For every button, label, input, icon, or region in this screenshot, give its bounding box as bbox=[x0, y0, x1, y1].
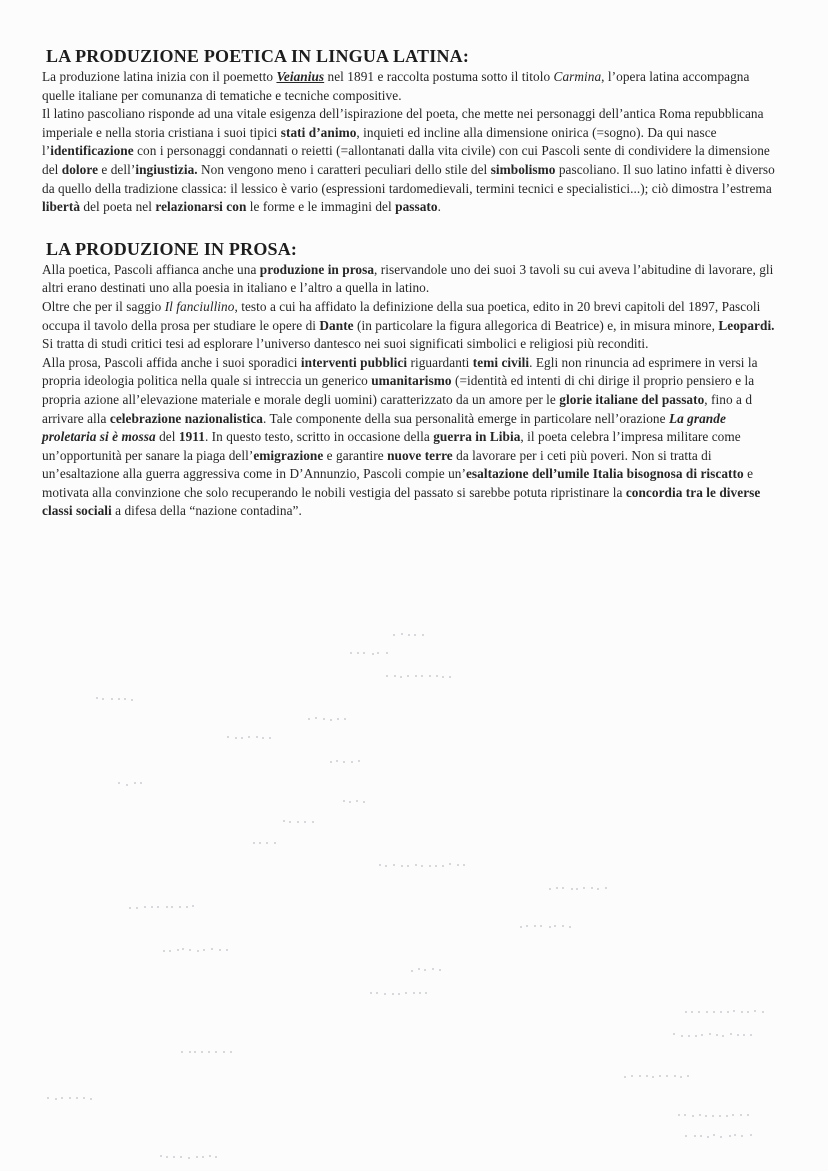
texture-dot bbox=[235, 737, 237, 739]
texture-dot bbox=[350, 652, 352, 654]
text-run: libertà bbox=[42, 199, 81, 215]
texture-dot bbox=[386, 675, 388, 677]
text-run: Il latino pascoliano risponde ad una vitale esigenza dell’ispirazione del poeta, che mette nei personaggi dell’antica Roma repubblicana imperiale e nella storia cristiana i suoi tipici bbox=[42, 106, 764, 140]
texture-dot bbox=[762, 1011, 764, 1013]
texture-dot bbox=[370, 992, 372, 994]
texture-dot bbox=[549, 926, 551, 928]
texture-dot bbox=[639, 1075, 641, 1077]
texture-dot bbox=[540, 925, 542, 927]
text-run: identificazione bbox=[50, 143, 134, 159]
texture-dot bbox=[363, 801, 365, 803]
texture-dot bbox=[163, 950, 165, 952]
texture-dot bbox=[356, 800, 358, 802]
texture-dot bbox=[692, 1115, 694, 1117]
texture-dot bbox=[136, 907, 138, 909]
texture-dot bbox=[126, 784, 128, 786]
texture-dot bbox=[386, 652, 388, 654]
texture-dot bbox=[436, 675, 438, 677]
text-run: (=identità ed intenti di chi dirige il proprio pensiero e la propria azione all’elevazione materiale e morale degli uomini) caratterizzato da un amore per le bbox=[42, 373, 755, 407]
texture-dot bbox=[722, 1035, 724, 1037]
texture-dot bbox=[747, 1011, 749, 1013]
text-run: Veianius bbox=[276, 69, 325, 84]
texture-dot bbox=[336, 760, 338, 762]
texture-dot bbox=[556, 887, 558, 889]
texture-dot bbox=[312, 821, 314, 823]
text-run: Leopardi. bbox=[718, 317, 775, 333]
texture-dot bbox=[351, 761, 353, 763]
texture-dot bbox=[256, 736, 258, 738]
texture-dot bbox=[698, 1011, 700, 1013]
texture-dot bbox=[266, 842, 268, 844]
texture-dot bbox=[424, 969, 426, 971]
texture-dot bbox=[315, 717, 317, 719]
texture-dot bbox=[583, 887, 585, 889]
texture-dot bbox=[208, 1051, 210, 1053]
texture-dot bbox=[576, 888, 578, 890]
texture-dot bbox=[96, 697, 98, 699]
paragraph bbox=[42, 354, 782, 521]
text-run: , testo a cui ha affidato la definizione della sua poetica, edito in 20 brevi capitoli del 1897, Pascoli occupa il tavolo della prosa per studiare le opere di bbox=[42, 298, 761, 333]
texture-dot bbox=[283, 820, 285, 822]
text-run: Si tratta di studi critici tesi ad esplorare l’universo dantesco nei suoi significati simbolici e religiosi più reconditi. bbox=[42, 336, 649, 352]
text-run: a difesa della “nazione contadina”. bbox=[111, 503, 302, 519]
texture-dot bbox=[83, 1097, 85, 1099]
texture-dot bbox=[358, 760, 360, 762]
texture-dot bbox=[705, 1115, 707, 1117]
texture-dot bbox=[720, 1011, 722, 1013]
texture-dot bbox=[674, 1075, 676, 1077]
paragraph bbox=[42, 105, 782, 217]
texture-dot bbox=[681, 1035, 683, 1037]
texture-dot bbox=[719, 1115, 721, 1117]
text-run: . Egli non rinuncia ad esprimere in versi la propria ideologia politica nella quale si intreccia un generico bbox=[42, 354, 758, 389]
texture-dot bbox=[571, 888, 573, 890]
texture-dot bbox=[189, 1051, 191, 1053]
texture-dot bbox=[741, 1135, 743, 1137]
texture-dot bbox=[463, 864, 465, 866]
texture-dot bbox=[414, 634, 416, 636]
texture-dot bbox=[384, 993, 386, 995]
texture-dot bbox=[203, 949, 205, 951]
text-run: , l’opera latina accompagna quelle italiane per comunanza di tematiche e tecniche compositive. bbox=[42, 69, 750, 103]
texture-dot bbox=[166, 906, 168, 908]
texture-dot bbox=[393, 864, 395, 866]
text-run: umanitarismo bbox=[371, 373, 452, 389]
texture-dot bbox=[179, 906, 181, 908]
text-run: celebrazione nazionalistica bbox=[109, 410, 264, 426]
text-run: Alla prosa, Pascoli affida anche i suoi sporadici bbox=[42, 354, 301, 370]
texture-dot bbox=[215, 1051, 217, 1053]
texture-dot bbox=[562, 887, 564, 889]
texture-dot bbox=[297, 821, 299, 823]
texture-dot bbox=[733, 1010, 735, 1012]
texture-dot bbox=[743, 1034, 745, 1036]
texture-dot bbox=[177, 949, 179, 951]
texture-dot bbox=[194, 1051, 196, 1053]
text-run: le forme e le immagini del bbox=[246, 199, 396, 215]
texture-dot bbox=[729, 1135, 731, 1137]
text-run: Dante bbox=[319, 317, 354, 333]
texture-dot bbox=[413, 992, 415, 994]
texture-dot bbox=[223, 1051, 225, 1053]
texture-dot bbox=[385, 865, 387, 867]
texture-dot bbox=[624, 1076, 626, 1078]
texture-dot bbox=[429, 865, 431, 867]
texture-dot bbox=[124, 698, 126, 700]
texture-dot bbox=[401, 865, 403, 867]
texture-dot bbox=[90, 1098, 92, 1100]
texture-dot bbox=[415, 864, 417, 866]
texture-dot bbox=[442, 865, 444, 867]
text-run: e dell’ bbox=[98, 161, 136, 177]
texture-dot bbox=[597, 888, 599, 890]
text-run: produzione in prosa bbox=[259, 261, 375, 277]
texture-dot bbox=[716, 1034, 718, 1036]
texture-dot bbox=[526, 925, 528, 927]
texture-dot bbox=[102, 698, 104, 700]
texture-dot bbox=[435, 865, 437, 867]
texture-dot bbox=[151, 906, 153, 908]
texture-dot bbox=[129, 907, 131, 909]
texture-dot bbox=[457, 864, 459, 866]
texture-dot bbox=[701, 1034, 703, 1036]
texture-dot bbox=[343, 800, 345, 802]
texture-dot bbox=[181, 1051, 183, 1053]
text-run: dolore bbox=[61, 161, 99, 177]
texture-dot bbox=[449, 863, 451, 865]
texture-dot bbox=[379, 864, 381, 866]
texture-dot bbox=[227, 736, 229, 738]
texture-dot bbox=[55, 1098, 57, 1100]
texture-dot bbox=[330, 761, 332, 763]
texture-dot bbox=[425, 992, 427, 994]
texture-dot bbox=[695, 1035, 697, 1037]
text-run: relazionarsi con bbox=[155, 199, 247, 215]
texture-dot bbox=[713, 1134, 715, 1136]
texture-dot bbox=[652, 1076, 654, 1078]
texture-dot bbox=[631, 1075, 633, 1077]
texture-dot bbox=[421, 675, 423, 677]
texture-dot bbox=[415, 675, 417, 677]
texture-dot bbox=[699, 1114, 701, 1116]
document-body bbox=[42, 46, 782, 543]
texture-dot bbox=[230, 1051, 232, 1053]
paper-texture bbox=[0, 620, 828, 1171]
text-run: , inquieti ed incline alla dimensione onirica (=sogno). Da qui nasce l’ bbox=[42, 124, 717, 159]
texture-dot bbox=[171, 906, 173, 908]
texture-dot bbox=[408, 634, 410, 636]
texture-dot bbox=[407, 865, 409, 867]
texture-dot bbox=[694, 1135, 696, 1137]
texture-dot bbox=[398, 993, 400, 995]
texture-dot bbox=[707, 1136, 709, 1138]
texture-dot bbox=[226, 949, 228, 951]
texture-dot bbox=[754, 1010, 756, 1012]
texture-dot bbox=[201, 1051, 203, 1053]
text-run: esaltazione dell’umile Italia bisognosa di riscatto bbox=[465, 466, 744, 482]
texture-dot bbox=[750, 1034, 752, 1036]
texture-dot bbox=[706, 1011, 708, 1013]
texture-dot bbox=[605, 887, 607, 889]
texture-dot bbox=[377, 652, 379, 654]
texture-dot bbox=[182, 948, 184, 950]
texture-dot bbox=[737, 1034, 739, 1036]
texture-dot bbox=[189, 949, 191, 951]
paragraph bbox=[42, 298, 782, 354]
text-run: interventi pubblici bbox=[300, 354, 408, 370]
text-run: emigrazione bbox=[253, 447, 324, 463]
texture-dot bbox=[118, 782, 120, 784]
texture-dot bbox=[401, 633, 403, 635]
texture-dot bbox=[343, 761, 345, 763]
text-run: Carmina bbox=[553, 69, 602, 84]
texture-dot bbox=[439, 969, 441, 971]
texture-dot bbox=[520, 926, 522, 928]
texture-dot bbox=[554, 925, 556, 927]
text-run: del bbox=[155, 429, 179, 445]
texture-dot bbox=[429, 675, 431, 677]
texture-dot bbox=[186, 906, 188, 908]
text-run: . bbox=[437, 199, 441, 215]
texture-dot bbox=[357, 652, 359, 654]
texture-dot bbox=[562, 925, 564, 927]
texture-dot bbox=[248, 736, 250, 738]
texture-dot bbox=[732, 1114, 734, 1116]
texture-dot bbox=[678, 1114, 680, 1116]
text-run: riguardanti bbox=[407, 354, 473, 370]
texture-dot bbox=[680, 1076, 682, 1078]
texture-dot bbox=[442, 676, 444, 678]
texture-dot bbox=[741, 1011, 743, 1013]
texture-dot bbox=[169, 950, 171, 952]
texture-dot bbox=[376, 992, 378, 994]
paragraph bbox=[42, 68, 782, 105]
texture-dot bbox=[591, 887, 593, 889]
text-run: con i personaggi condannati o reietti (=allontanati dalla vita civile) con cui Pascoli sente di condividere la dimensione del bbox=[42, 143, 770, 177]
text-run: ingiustizia. bbox=[135, 161, 198, 177]
texture-dot bbox=[144, 906, 146, 908]
texture-dot bbox=[685, 1011, 687, 1013]
texture-dot bbox=[747, 1114, 749, 1116]
texture-dot bbox=[720, 1136, 722, 1138]
texture-dot bbox=[569, 926, 571, 928]
text-run: . Tale componente della sua personalità emerge in particolare nell’orazione bbox=[263, 410, 669, 426]
texture-dot bbox=[432, 968, 434, 970]
texture-dot bbox=[330, 719, 332, 721]
texture-dot bbox=[750, 1134, 752, 1136]
texture-dot bbox=[269, 737, 271, 739]
texture-dot bbox=[691, 1011, 693, 1013]
texture-dot bbox=[407, 675, 409, 677]
texture-dot bbox=[363, 652, 365, 654]
texture-dot bbox=[76, 1097, 78, 1099]
texture-dot bbox=[685, 1135, 687, 1137]
text-run: glorie italiane del passato bbox=[559, 391, 705, 407]
texture-dot bbox=[392, 993, 394, 995]
section-title: LA PRODUZIONE POETICA IN LINGUA LATINA: bbox=[46, 46, 470, 66]
text-run: , riservandole uno dei suoi 3 tavoli su cui aveva l’abitudine di lavorare, gli altri erano destinati uno alla poesia in italiano e l’altro a quella in latino. bbox=[42, 261, 774, 296]
text-run: La grande proletaria si è mossa bbox=[42, 410, 726, 445]
texture-dot bbox=[727, 1011, 729, 1013]
texture-dot bbox=[422, 634, 424, 636]
texture-dot bbox=[666, 1075, 668, 1077]
texture-dot bbox=[202, 1156, 204, 1158]
text-run: concordia tra le diverse classi sociali bbox=[42, 484, 761, 519]
texture-dot bbox=[180, 1156, 182, 1158]
texture-dot bbox=[197, 950, 199, 952]
text-run: . In questo testo, scritto in occasione della bbox=[204, 429, 434, 445]
texture-dot bbox=[712, 1115, 714, 1117]
texture-dot bbox=[196, 1156, 198, 1158]
texture-dot bbox=[673, 1033, 675, 1035]
texture-dot bbox=[740, 1114, 742, 1116]
texture-dot bbox=[418, 968, 420, 970]
text-run: stati d’animo bbox=[280, 124, 357, 140]
texture-dot bbox=[219, 949, 221, 951]
texture-dot bbox=[47, 1097, 49, 1099]
texture-dot bbox=[730, 1033, 732, 1035]
texture-dot bbox=[259, 842, 261, 844]
text-run: del poeta nel bbox=[80, 199, 156, 215]
text-run: Il fanciullino bbox=[164, 298, 235, 314]
text-run: La produzione latina inizia con il poemetto bbox=[42, 69, 277, 84]
texture-dot bbox=[411, 970, 413, 972]
section-latin-poetry bbox=[42, 46, 782, 217]
text-run: nel 1891 e raccolta postuma sotto il titolo bbox=[324, 69, 554, 84]
texture-dot bbox=[688, 1035, 690, 1037]
texture-dot bbox=[140, 782, 142, 784]
text-run: , il poeta celebra l’impresa militare come un’opportunità per sanare la piaga dell’ bbox=[42, 429, 741, 463]
section-title: LA PRODUZIONE IN PROSA: bbox=[46, 238, 298, 259]
texture-dot bbox=[192, 905, 194, 907]
text-run: Oltre che per il saggio bbox=[42, 298, 165, 314]
texture-dot bbox=[157, 906, 159, 908]
texture-dot bbox=[337, 718, 339, 720]
texture-dot bbox=[421, 865, 423, 867]
texture-dot bbox=[709, 1033, 711, 1035]
paragraph bbox=[42, 261, 782, 298]
texture-dot bbox=[188, 1157, 190, 1159]
texture-dot bbox=[684, 1114, 686, 1116]
texture-dot bbox=[400, 676, 402, 678]
texture-dot bbox=[344, 718, 346, 720]
texture-dot bbox=[274, 842, 276, 844]
text-run: 1911 bbox=[178, 429, 205, 445]
texture-dot bbox=[534, 925, 536, 927]
texture-dot bbox=[111, 698, 113, 700]
texture-dot bbox=[262, 737, 264, 739]
texture-dot bbox=[419, 992, 421, 994]
texture-dot bbox=[549, 888, 551, 890]
texture-dot bbox=[323, 718, 325, 720]
texture-dot bbox=[160, 1155, 162, 1157]
texture-dot bbox=[726, 1115, 728, 1117]
texture-dot bbox=[700, 1135, 702, 1137]
section-prose bbox=[42, 239, 782, 521]
texture-dot bbox=[449, 676, 451, 678]
texture-dot bbox=[393, 634, 395, 636]
texture-dot bbox=[734, 1134, 736, 1136]
texture-dot bbox=[253, 842, 255, 844]
texture-dot bbox=[349, 801, 351, 803]
texture-dot bbox=[659, 1075, 661, 1077]
text-run: simbolismo bbox=[490, 161, 556, 177]
texture-dot bbox=[405, 992, 407, 994]
texture-dot bbox=[394, 675, 396, 677]
text-run: da lavorare per i ceti più poveri. Non si tratta di un’esaltazione alla guerra aggressiva come in D’Annunzio, Pascoli compie un’ bbox=[42, 447, 712, 482]
texture-dot bbox=[372, 653, 374, 655]
text-run: (in particolare la figura allegorica di Beatrice) e, in misura minore, bbox=[353, 317, 719, 333]
texture-dot bbox=[166, 1156, 168, 1158]
texture-dot bbox=[61, 1097, 63, 1099]
texture-dot bbox=[173, 1156, 175, 1158]
texture-dot bbox=[118, 698, 120, 700]
text-run: Alla poetica, Pascoli affianca anche una bbox=[42, 261, 260, 277]
text-run: e garantire bbox=[323, 447, 388, 463]
text-run: , fino a d arrivare alla bbox=[42, 391, 753, 426]
texture-dot bbox=[646, 1075, 648, 1077]
texture-dot bbox=[211, 948, 213, 950]
texture-dot bbox=[241, 737, 243, 739]
text-run: e motivata alla convinzione che solo recuperando le nobili vestigia del passato si sarebbe potuta ripristinare la bbox=[42, 466, 754, 500]
text-run: guerra in Libia bbox=[433, 429, 521, 445]
texture-dot bbox=[69, 1097, 71, 1099]
texture-dot bbox=[308, 718, 310, 720]
texture-dot bbox=[713, 1011, 715, 1013]
text-run: temi civili bbox=[472, 354, 530, 370]
text-run: Non vengono meno i caratteri peculiari dello stile del bbox=[197, 161, 491, 177]
text-run: nuove terre bbox=[387, 447, 453, 463]
text-run: pascoliano. Il suo latino infatti è diverso da quello della tradizione classica: il lessico è vario (espressioni tardomedievali, termini tecnici e specialistici...); ciò dimostra l’estrema bbox=[42, 161, 775, 196]
texture-dot bbox=[215, 1156, 217, 1158]
texture-dot bbox=[209, 1155, 211, 1157]
texture-dot bbox=[131, 699, 133, 701]
texture-dot bbox=[134, 782, 136, 784]
texture-dot bbox=[289, 821, 291, 823]
text-run: passato bbox=[395, 199, 438, 215]
texture-dot bbox=[687, 1075, 689, 1077]
texture-dot bbox=[304, 821, 306, 823]
